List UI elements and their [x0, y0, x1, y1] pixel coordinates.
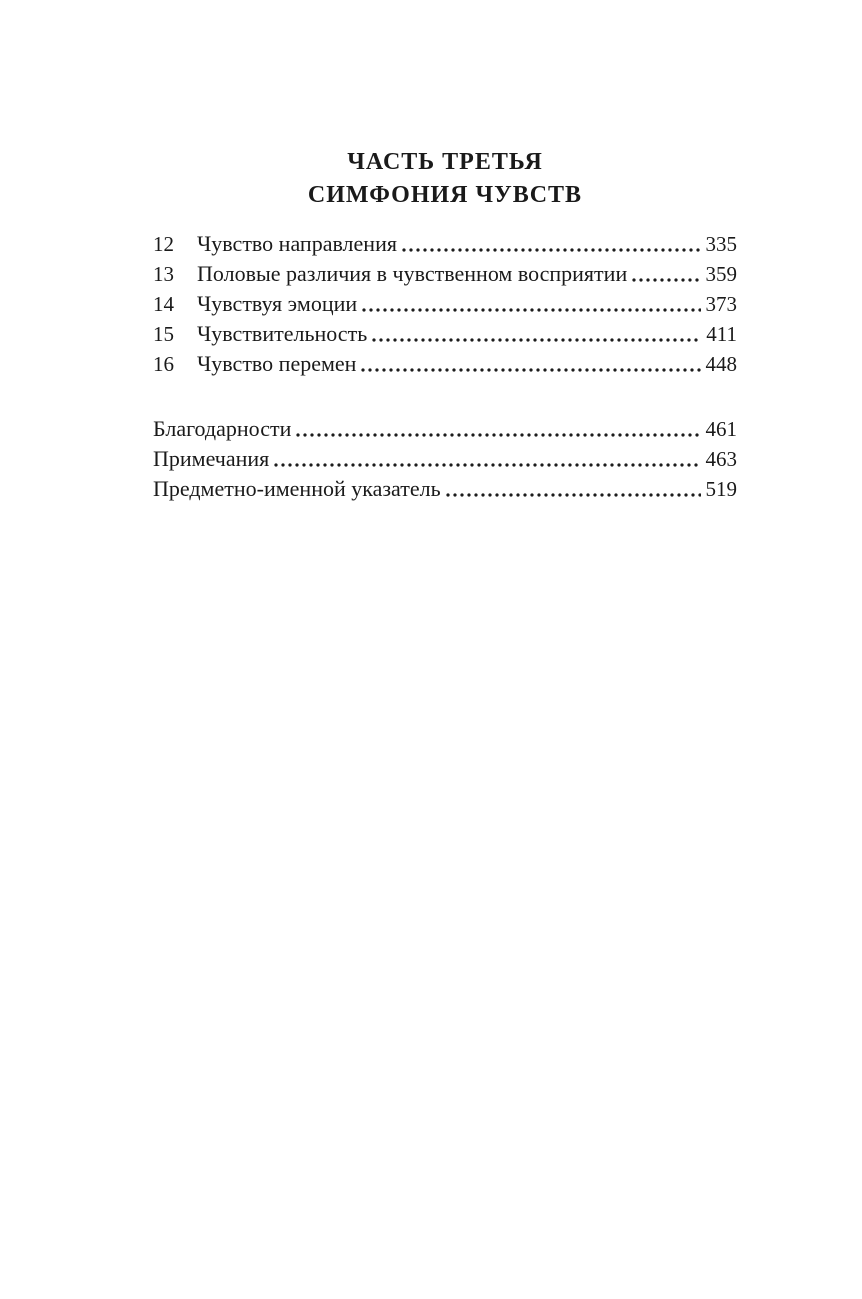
- chapter-page-number: 373: [705, 292, 737, 316]
- chapter-number: 13: [153, 262, 174, 286]
- dot-leader: [445, 491, 701, 499]
- dot-leader: [371, 336, 701, 344]
- toc-entry-chapter-15: [153, 319, 737, 349]
- chapter-page-number: 335: [705, 232, 737, 256]
- chapter-title: Чувство перемен: [197, 351, 357, 376]
- toc-content: [153, 146, 737, 504]
- chapter-title: Чувствуя эмоции: [197, 291, 358, 316]
- part-heading: [153, 146, 737, 212]
- part-heading-line2: СИМФОНИЯ ЧУВСТВ: [307, 182, 583, 208]
- back-matter-title: Предметно-именной указатель: [153, 476, 441, 501]
- dot-leader: [360, 366, 700, 374]
- dot-leader: [361, 306, 700, 314]
- chapter-title: Чувство направления: [197, 231, 397, 256]
- back-matter-list: [153, 414, 737, 504]
- dot-leader: [295, 431, 700, 439]
- back-matter-page-number: 461: [705, 417, 737, 441]
- toc-entry-chapter-12: [153, 229, 737, 259]
- dot-leader: [401, 246, 701, 254]
- chapter-number: 12: [153, 232, 174, 256]
- chapter-page-number: 448: [705, 352, 737, 376]
- part-heading-line1: ЧАСТЬ ТРЕТЬЯ: [347, 149, 543, 175]
- toc-entry-chapter-14: [153, 289, 737, 319]
- chapter-number: 16: [153, 352, 174, 376]
- chapter-page-number: 359: [705, 262, 737, 286]
- chapter-list: [153, 229, 737, 379]
- back-matter-title: Примечания: [153, 446, 270, 471]
- chapter-number: 15: [153, 322, 174, 346]
- chapter-title: Чувствительность: [197, 321, 368, 346]
- chapter-page-number: 411: [706, 322, 737, 346]
- dot-leader: [631, 276, 700, 284]
- toc-entry-notes: [153, 444, 737, 474]
- toc-entry-acknowledgments: [153, 414, 737, 444]
- back-matter-page-number: 463: [705, 447, 737, 471]
- back-matter-title: Благодарности: [153, 416, 292, 441]
- toc-entry-chapter-13: [153, 259, 737, 289]
- dot-leader: [273, 461, 700, 469]
- chapter-title: Половые различия в чувственном восприятии: [197, 261, 628, 286]
- toc-entry-chapter-16: [153, 349, 737, 379]
- toc-entry-index: [153, 474, 737, 504]
- back-matter-page-number: 519: [705, 477, 737, 501]
- chapter-number: 14: [153, 292, 174, 316]
